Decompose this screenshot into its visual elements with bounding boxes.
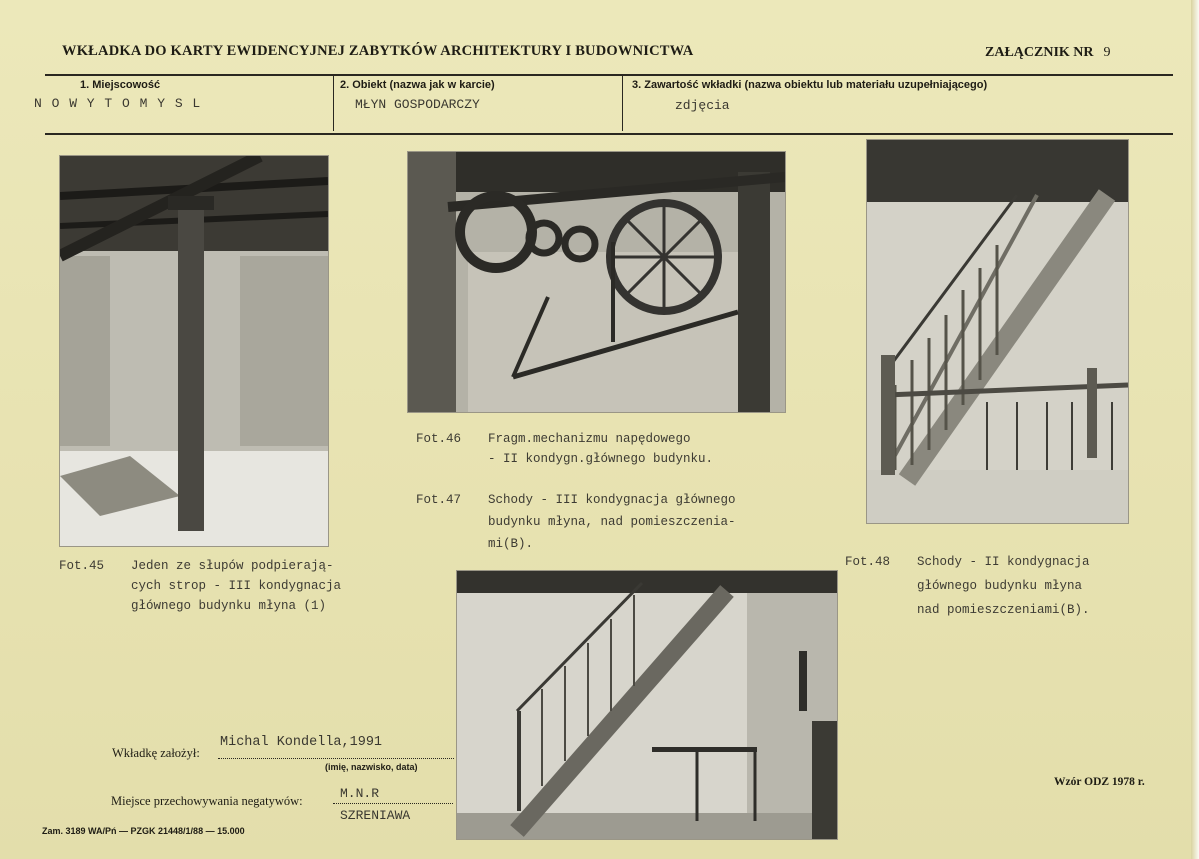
caption-line: - II kondygn.głównego budynku. — [488, 452, 714, 466]
negatives-value-2: SZRENIAWA — [340, 808, 411, 823]
object-label: 2. Obiekt (nazwa jak w karcie) — [340, 79, 495, 91]
photo-47 — [456, 570, 838, 840]
caption-line: głównego budynku młyna — [917, 579, 1083, 593]
form-model: Wzór ODZ 1978 r. — [1054, 776, 1145, 788]
caption-number: Fot.45 — [59, 559, 105, 573]
caption-fot-47 — [416, 489, 736, 555]
document-title: WKŁADKA DO KARTY EWIDENCYJNEJ ZABYTKÓW ARCHITEKTURY I BUDOWNICTWA — [62, 43, 694, 59]
caption-fot-45 — [59, 556, 341, 616]
caption-line: nad pomieszczeniami(B). — [917, 603, 1090, 617]
contents-label: 3. Zawartość wkładki (nazwa obiektu lub materiału uzupełniającego) — [632, 79, 988, 91]
photo-48 — [866, 139, 1129, 524]
photo-46 — [407, 151, 786, 413]
author-value: Michal Kondella,1991 — [220, 735, 383, 750]
author-dotline — [218, 758, 454, 759]
object-value: MŁYN GOSPODARCZY — [355, 97, 480, 112]
scan-edge — [1191, 0, 1199, 859]
field-divider-2 — [622, 76, 623, 131]
negatives-dotline — [333, 803, 453, 804]
locality-value: N O W Y T O M Y S L — [34, 96, 202, 111]
annex-label: ZAŁĄCZNIK NR — [985, 45, 1094, 60]
field-divider-1 — [333, 76, 334, 131]
caption-fot-46 — [416, 429, 713, 469]
caption-line: Schody - III kondygnacja głównego — [488, 493, 736, 507]
caption-number: Fot.46 — [416, 432, 462, 446]
caption-line: cych strop - III kondygnacja — [131, 579, 342, 593]
caption-line: Jeden ze słupów podpierają- — [131, 559, 334, 573]
photo-45 — [59, 155, 329, 547]
print-info: Zam. 3189 WA/Pń — PZGK 21448/1/88 — 15.000 — [42, 826, 245, 836]
caption-line: mi(B). — [488, 537, 534, 551]
caption-fot-48 — [845, 550, 1090, 622]
annex-number — [985, 45, 1111, 61]
header-rule-top — [45, 74, 1173, 76]
negatives-label: Miejsce przechowywania negatywów: — [111, 794, 303, 808]
caption-line: budynku młyna, nad pomieszczenia- — [488, 515, 736, 529]
annex-number-value: 9 — [1103, 45, 1111, 60]
caption-number: Fot.47 — [416, 493, 462, 507]
contents-value: zdjęcia — [675, 98, 730, 113]
author-hint: (imię, nazwisko, data) — [325, 762, 418, 772]
locality-label: 1. Miejscowość — [80, 79, 161, 91]
caption-line: Fragm.mechanizmu napędowego — [488, 432, 691, 446]
caption-number: Fot.48 — [845, 555, 891, 569]
caption-line: głównego budynku młyna (1) — [131, 599, 327, 613]
header-rule-bottom — [45, 133, 1173, 135]
author-label: Wkładkę założył: — [112, 746, 200, 760]
negatives-value-1: M.N.R — [340, 786, 380, 801]
caption-line: Schody - II kondygnacja — [917, 555, 1090, 569]
